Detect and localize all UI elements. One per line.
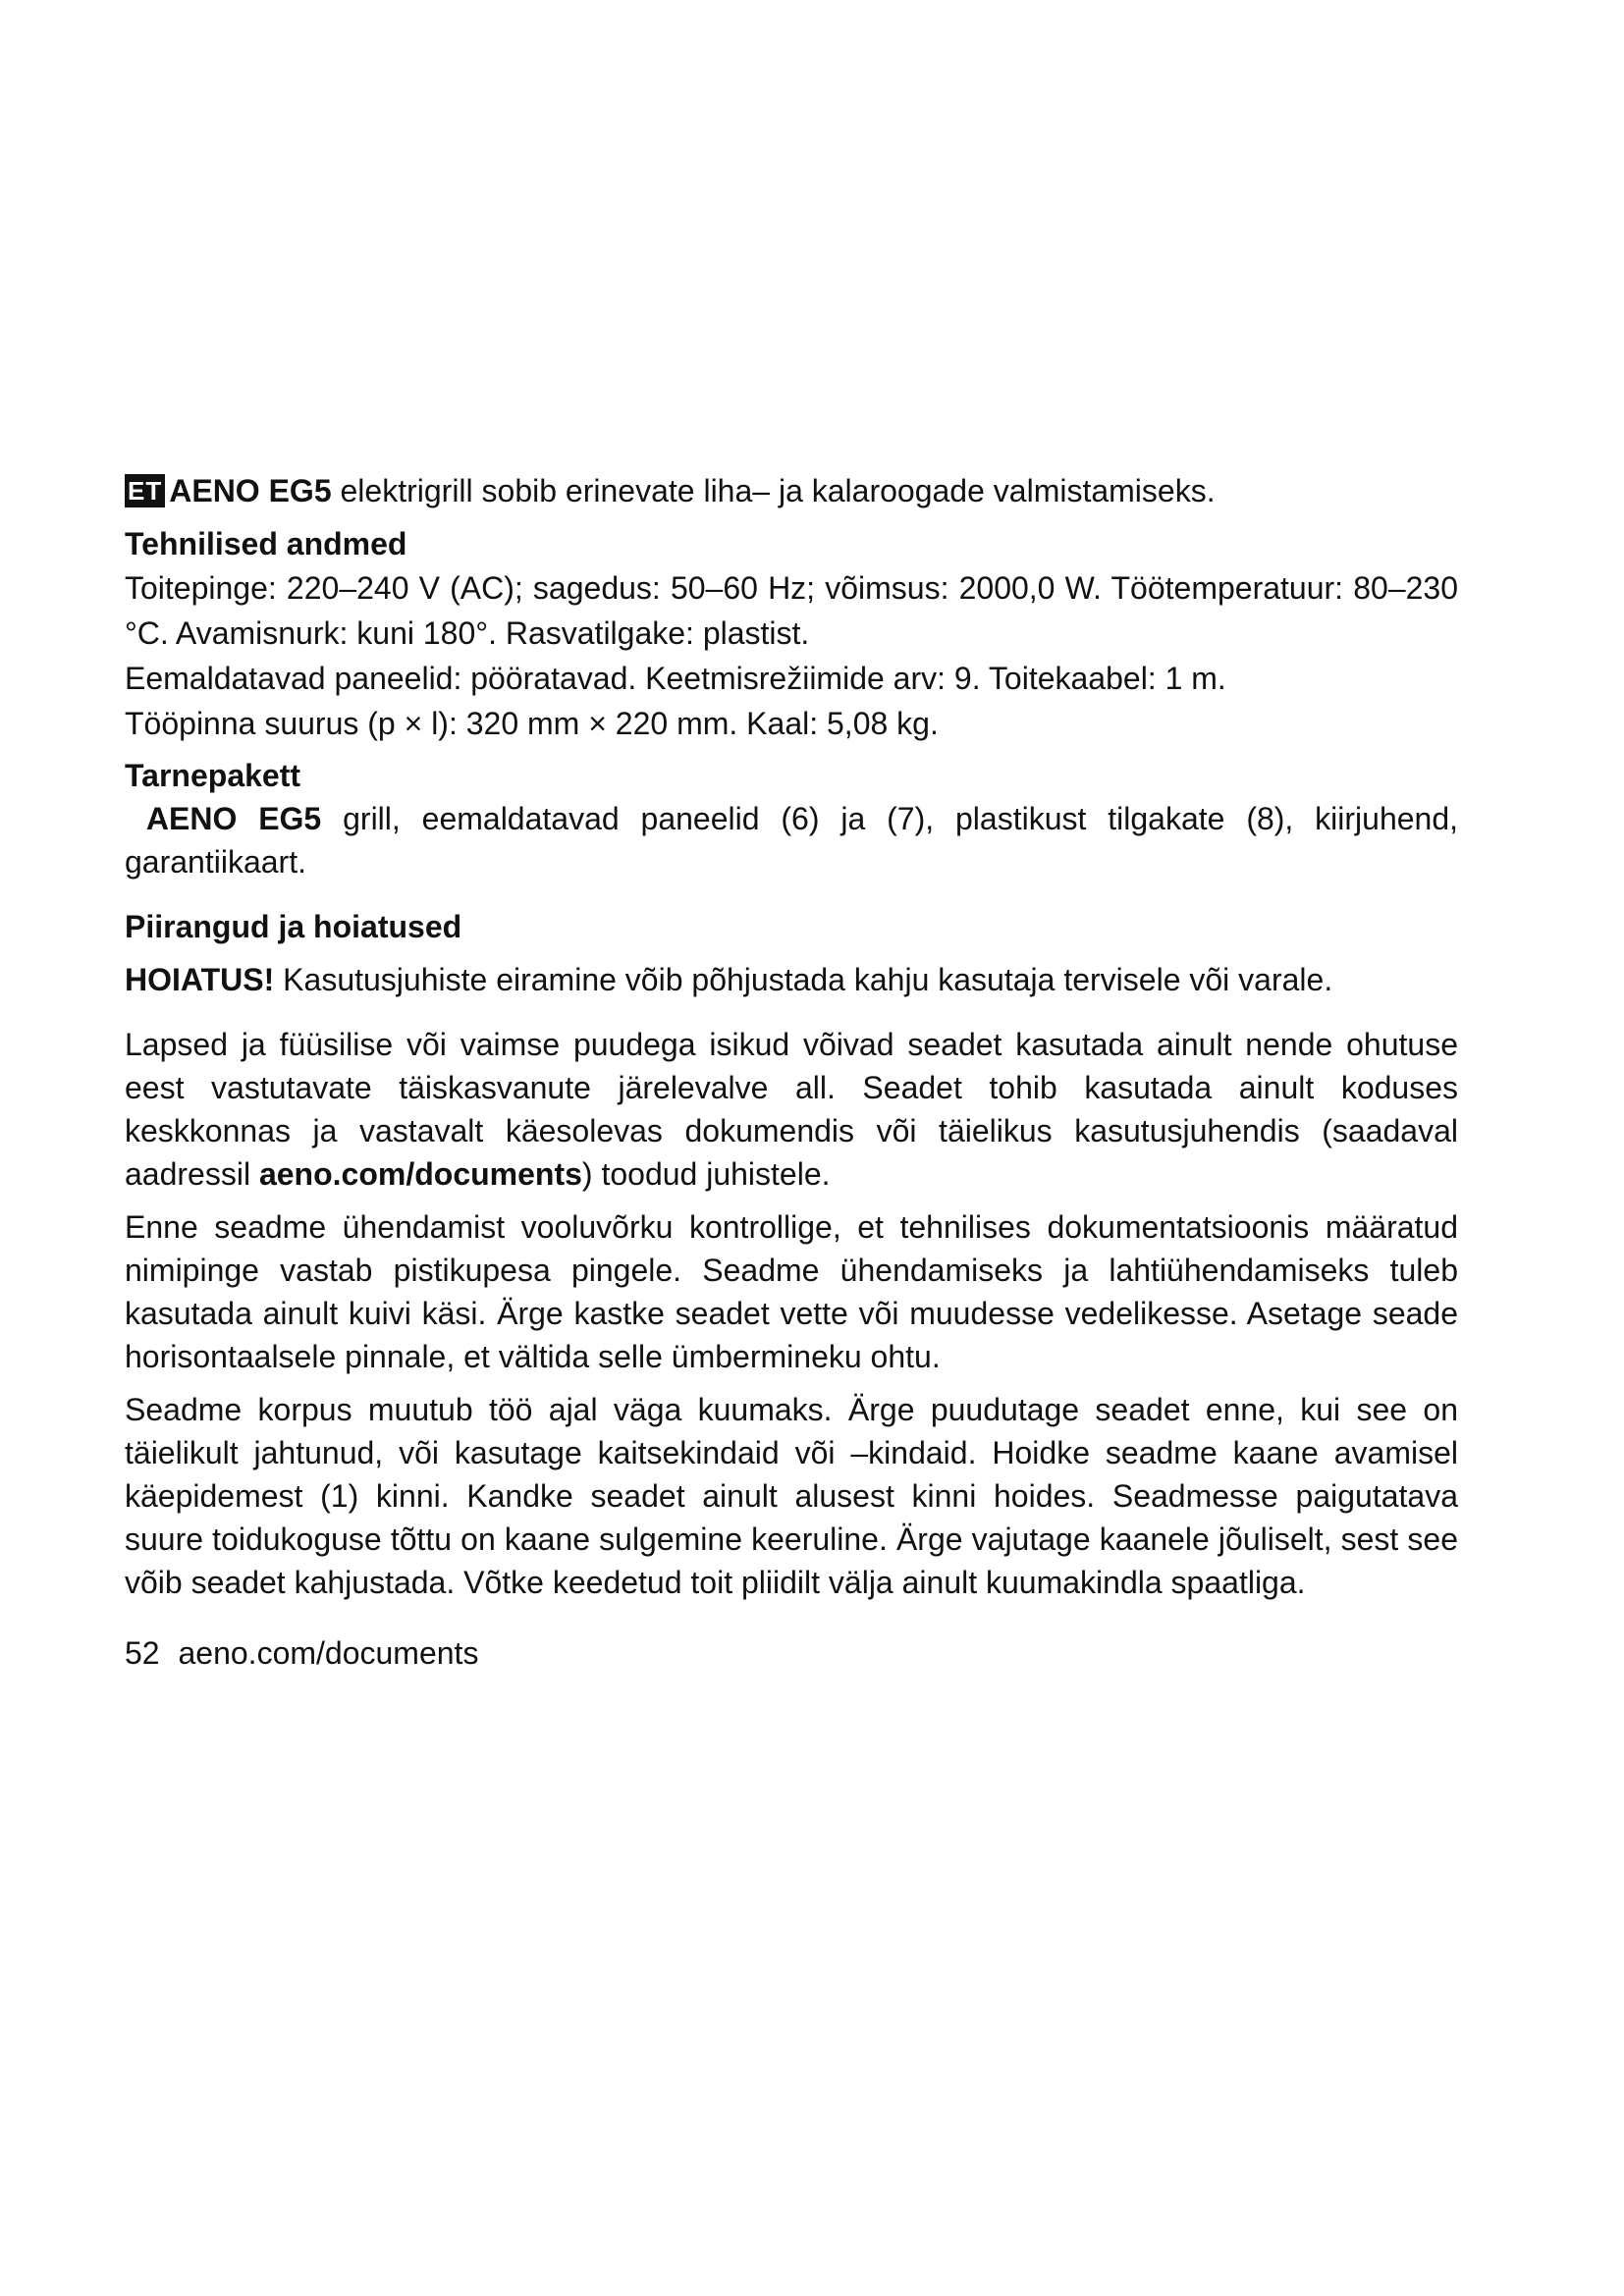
package-contents: grill, eemaldatavad paneelid (6) ja (7), plastikust tilgakate (8), kiirjuhend, garantiikaart. (125, 801, 1459, 880)
specs-heading: Tehnilised andmed (125, 526, 407, 561)
page-number: 52 (125, 1635, 160, 1671)
package-product: AENO EG5 (145, 801, 322, 836)
intro-line (125, 469, 1458, 512)
package-heading: Tarnepakett (125, 758, 301, 793)
warnings-section (125, 905, 1458, 1604)
intro-text: elektrigrill sobib erinevate liha– ja kalaroogade valmistamiseks. (340, 473, 1216, 508)
package-section (125, 754, 1458, 883)
heat-paragraph: Seadme korpus muutub töö ajal väga kuumaks. Ärge puudutage seadet enne, kui see on täielikult jahtunud, või kasutage kaitsekindaid või –kindaid. Hoidke seadme kaane avamisel käepidemest (1) kinni. Kandke seadet ainult alusest kinni hoides. Seadmesse paigutatava suure toidukoguse tõttu on kaane sulgemine keeruline. Ärge vajutage kaanele jõuliselt, sest see võib seadet kahjustada. Võtke keedetud toit pliidilt välja ainult kuumakindla spaatliga. (125, 1392, 1458, 1600)
specs-body (125, 565, 1458, 746)
documents-link[interactable]: aeno.com/documents (258, 1156, 582, 1192)
page-footer (125, 1631, 1458, 1675)
language-badge: ET (125, 474, 165, 507)
specs-section (125, 522, 1458, 746)
document-page (125, 469, 1458, 1675)
power-paragraph: Enne seadme ühendamist vooluvõrku kontrollige, et tehnilises dokumentatsioonis määratud nimipinge vastab pistikupesa pingele. Seadme ühendamiseks ja lahtiühendamiseks tuleb kasutada ainult kuivi käsi. Ärge kastke seadet vette või muudesse vedelikesse. Asetage seade horisontaalsele pinnale, et vältida selle ümbermineku ohtu. (125, 1209, 1458, 1374)
children-text-end: ) toodud juhistele. (581, 1156, 831, 1192)
warning-text: Kasutusjuhiste eiramine võib põhjustada kahju kasutaja tervisele või varale. (283, 962, 1333, 997)
warning-paragraph (125, 958, 1458, 1001)
warnings-heading: Piirangud ja hoiatused (125, 909, 462, 944)
package-text (125, 797, 1458, 883)
warning-label: HOIATUS! (125, 962, 275, 997)
children-paragraph (125, 1023, 1458, 1196)
product-name: AENO EG5 (169, 473, 332, 508)
specs-line-3: Tööpinna suurus (p × l): 320 mm × 220 mm. Kaal: 5,08 kg. (125, 706, 939, 741)
children-text: Lapsed ja füüsilise või vaimse puudega isikud võivad seadet kasutada ainult nende ohutuse eest vastutavate täiskasvanute järelevalve all. Seadet tohib kasutada ainult koduses keskkonnas ja vastavalt käesolevas dokumendis või täielikus kasutusjuhendis (saadaval aadressil (125, 1027, 1458, 1192)
specs-line-1: Toitepinge: 220–240 V (AC); sagedus: 50–60 Hz; võimsus: 2000,0 W. Töötemperatuur: 80–230 °C. Avamisnurk: kuni 180°. Rasvatilgake: plastist. (125, 570, 1458, 651)
specs-line-2: Eemaldatavad paneelid: pööratavad. Keetmisrežiimide arv: 9. Toitekaabel: 1 m. (125, 661, 1226, 696)
footer-url[interactable]: aeno.com/documents (178, 1635, 479, 1671)
